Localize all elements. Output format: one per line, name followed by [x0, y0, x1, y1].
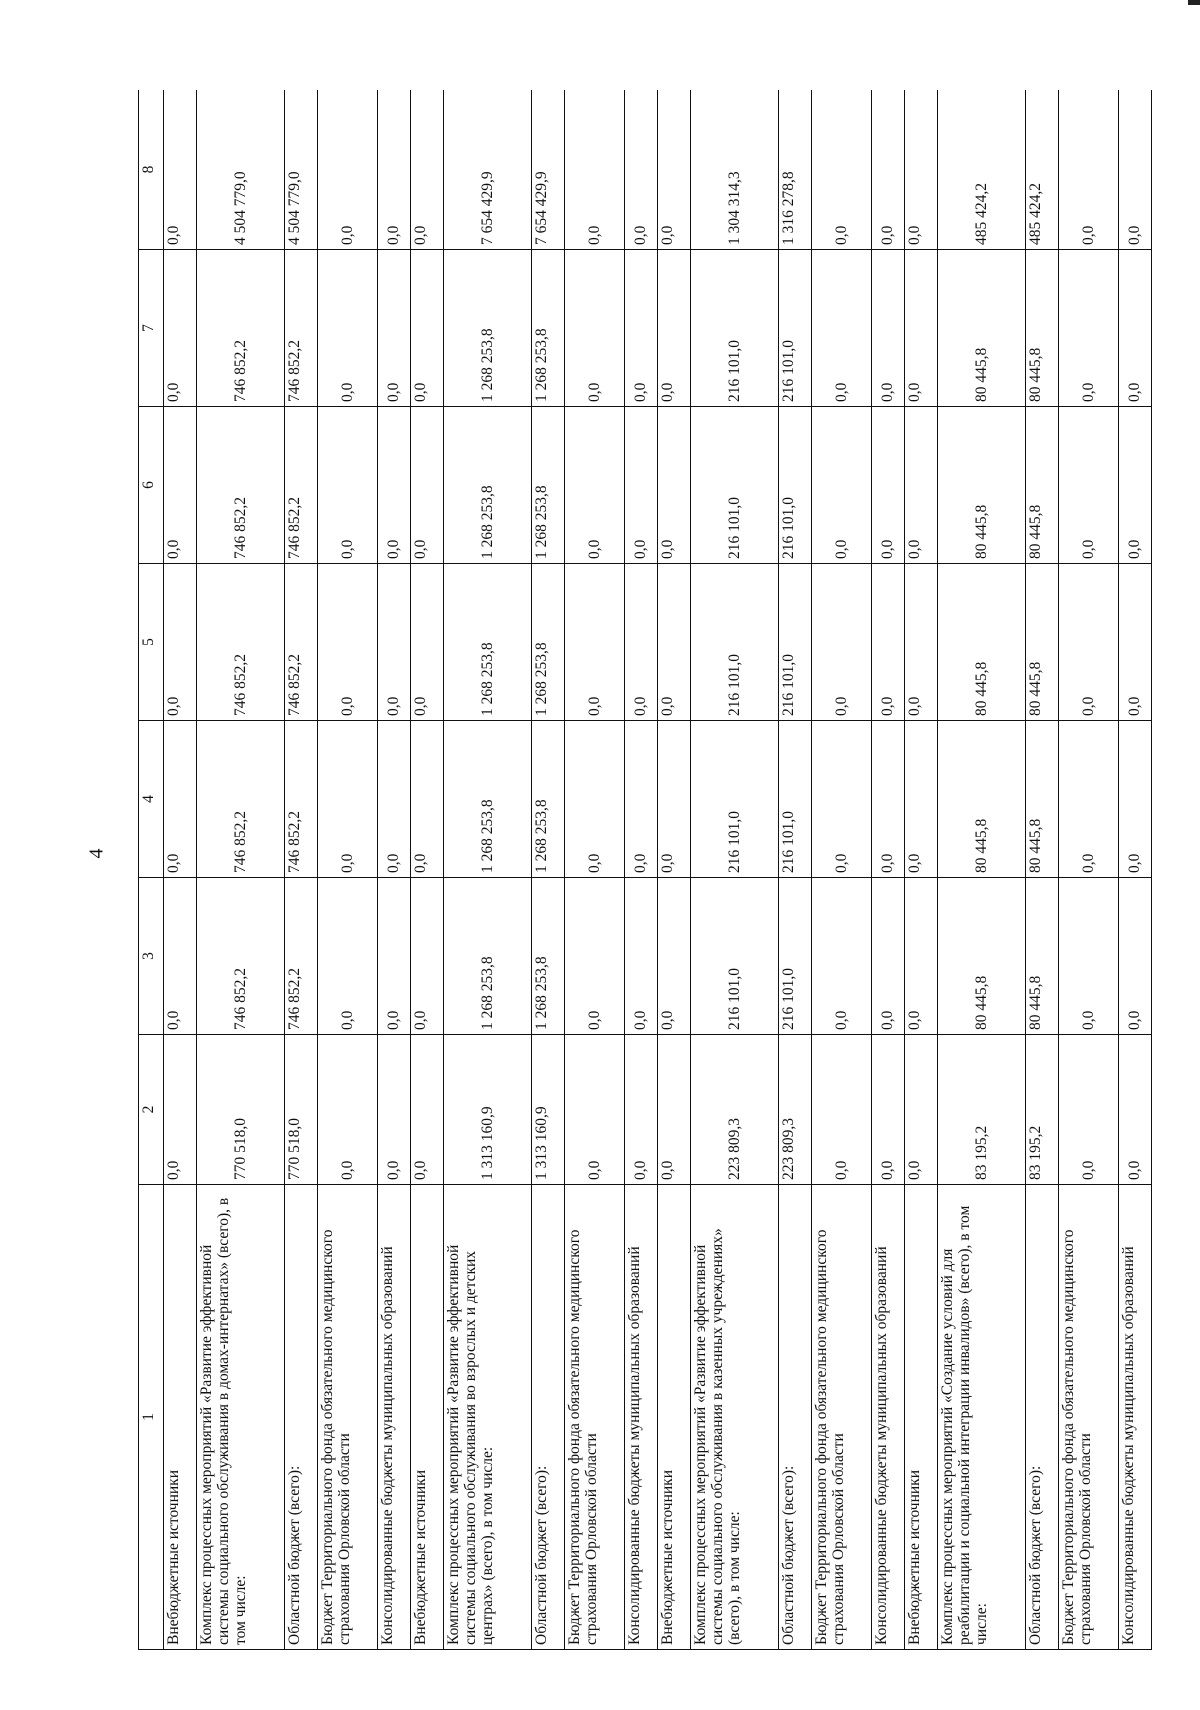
value-cell: 485 424,2: [937, 90, 1025, 250]
value-cell: 0,0: [904, 250, 937, 407]
row-label: Консолидированные бюджеты муниципальных образований: [378, 1185, 411, 1650]
value-cell: 0,0: [625, 90, 658, 250]
value-cell: 0,0: [904, 878, 937, 1035]
funding-table: [138, 90, 1152, 1650]
value-cell: 0,0: [317, 407, 378, 564]
value-cell: 1 268 253,8: [532, 721, 565, 878]
value-cell: 0,0: [317, 250, 378, 407]
column-header: 6: [139, 407, 164, 564]
value-cell: 216 101,0: [778, 564, 811, 721]
row-label: Внебюджетные источники: [164, 1185, 197, 1650]
value-cell: 0,0: [625, 878, 658, 1035]
table-row: [778, 90, 811, 1650]
value-cell: 0,0: [872, 250, 905, 407]
value-cell: 80 445,8: [1025, 407, 1058, 564]
value-cell: 746 852,2: [196, 878, 284, 1035]
value-cell: 485 424,2: [1025, 90, 1058, 250]
value-cell: 746 852,2: [285, 250, 318, 407]
value-cell: 0,0: [1119, 1035, 1152, 1185]
table-row: [443, 90, 531, 1650]
value-cell: 1 313 160,9: [532, 1035, 565, 1185]
value-cell: 0,0: [1058, 721, 1119, 878]
row-label: Бюджет Территориального фонда обязательного медицинского страхования Орловской области: [564, 1185, 625, 1650]
value-cell: 0,0: [811, 407, 872, 564]
table-row: [532, 90, 565, 1650]
value-cell: 0,0: [378, 721, 411, 878]
row-label: Внебюджетные источники: [904, 1185, 937, 1650]
value-cell: 0,0: [657, 564, 690, 721]
row-label: Комплекс процессных мероприятий «Развитие эффективной системы социального обслуживания в казенных учреждениях» (всего), в том числе:: [690, 1185, 778, 1650]
value-cell: 80 445,8: [937, 721, 1025, 878]
table-row: [657, 90, 690, 1650]
value-cell: 0,0: [317, 90, 378, 250]
value-cell: 0,0: [811, 564, 872, 721]
value-cell: 746 852,2: [285, 721, 318, 878]
value-cell: 0,0: [378, 250, 411, 407]
value-cell: 746 852,2: [196, 407, 284, 564]
column-header: 2: [139, 1035, 164, 1185]
value-cell: 0,0: [1119, 721, 1152, 878]
value-cell: 0,0: [378, 564, 411, 721]
table-row: [937, 90, 1025, 1650]
value-cell: 0,0: [1058, 250, 1119, 407]
value-cell: 1 304 314,3: [690, 90, 778, 250]
value-cell: 0,0: [872, 564, 905, 721]
value-cell: 1 313 160,9: [443, 1035, 531, 1185]
column-header: 4: [139, 721, 164, 878]
value-cell: 0,0: [904, 90, 937, 250]
value-cell: 80 445,8: [1025, 250, 1058, 407]
table-rotation-frame: [138, 90, 1152, 1650]
value-cell: 0,0: [811, 878, 872, 1035]
row-label: Консолидированные бюджеты муниципальных образований: [1119, 1185, 1152, 1650]
value-cell: 0,0: [164, 721, 197, 878]
value-cell: 0,0: [317, 1035, 378, 1185]
row-label: Консолидированные бюджеты муниципальных образований: [625, 1185, 658, 1650]
value-cell: 0,0: [564, 721, 625, 878]
value-cell: 770 518,0: [285, 1035, 318, 1185]
value-cell: 80 445,8: [1025, 878, 1058, 1035]
value-cell: 0,0: [164, 564, 197, 721]
value-cell: 0,0: [904, 721, 937, 878]
value-cell: 0,0: [1119, 407, 1152, 564]
row-label: Комплекс процессных мероприятий «Создание условий для реабилитации и социальной интеграции инвалидов» (всего), в том числе:: [937, 1185, 1025, 1650]
value-cell: 0,0: [564, 90, 625, 250]
value-cell: 0,0: [164, 90, 197, 250]
scan-artifact-mark: [1188, 0, 1200, 5]
value-cell: 0,0: [1119, 564, 1152, 721]
value-cell: 0,0: [317, 878, 378, 1035]
value-cell: 0,0: [657, 407, 690, 564]
row-label: Бюджет Территориального фонда обязательного медицинского страхования Орловской области: [317, 1185, 378, 1650]
value-cell: 1 268 253,8: [443, 878, 531, 1035]
value-cell: 0,0: [1058, 564, 1119, 721]
value-cell: 7 654 429,9: [443, 90, 531, 250]
value-cell: 0,0: [811, 250, 872, 407]
value-cell: 0,0: [564, 878, 625, 1035]
row-label: Консолидированные бюджеты муниципальных образований: [872, 1185, 905, 1650]
value-cell: 0,0: [657, 878, 690, 1035]
value-cell: 746 852,2: [285, 407, 318, 564]
column-header: 1: [139, 1185, 164, 1650]
value-cell: 80 445,8: [937, 407, 1025, 564]
table-row: [904, 90, 937, 1650]
value-cell: 0,0: [410, 1035, 443, 1185]
table-row: [378, 90, 411, 1650]
value-cell: 1 268 253,8: [443, 250, 531, 407]
row-label: Областной бюджет (всего):: [532, 1185, 565, 1650]
value-cell: 0,0: [872, 1035, 905, 1185]
value-cell: 0,0: [378, 90, 411, 250]
value-cell: 80 445,8: [937, 878, 1025, 1035]
value-cell: 0,0: [811, 90, 872, 250]
value-cell: 1 268 253,8: [532, 250, 565, 407]
value-cell: 0,0: [164, 1035, 197, 1185]
value-cell: 1 268 253,8: [532, 564, 565, 721]
value-cell: 216 101,0: [778, 878, 811, 1035]
value-cell: 0,0: [1119, 878, 1152, 1035]
value-cell: 216 101,0: [690, 878, 778, 1035]
rotated-table-container: [138, 90, 1152, 1650]
value-cell: 0,0: [625, 250, 658, 407]
table-row: [872, 90, 905, 1650]
row-label: Областной бюджет (всего):: [285, 1185, 318, 1650]
value-cell: 83 195,2: [1025, 1035, 1058, 1185]
value-cell: 0,0: [564, 1035, 625, 1185]
value-cell: 0,0: [317, 721, 378, 878]
value-cell: 0,0: [564, 250, 625, 407]
value-cell: 0,0: [811, 1035, 872, 1185]
value-cell: 0,0: [872, 721, 905, 878]
table-header-row: [139, 90, 164, 1650]
value-cell: 0,0: [811, 721, 872, 878]
value-cell: 0,0: [164, 407, 197, 564]
value-cell: 0,0: [904, 1035, 937, 1185]
table-row: [196, 90, 284, 1650]
value-cell: 0,0: [872, 407, 905, 564]
value-cell: 7 654 429,9: [532, 90, 565, 250]
value-cell: 216 101,0: [778, 721, 811, 878]
table-row: [317, 90, 378, 1650]
column-header: 7: [139, 250, 164, 407]
value-cell: 83 195,2: [937, 1035, 1025, 1185]
table-row: [811, 90, 872, 1650]
value-cell: 746 852,2: [196, 250, 284, 407]
value-cell: 1 268 253,8: [532, 407, 565, 564]
value-cell: 4 504 779,0: [285, 90, 318, 250]
row-label: Бюджет Территориального фонда обязательного медицинского страхования Орловской области: [811, 1185, 872, 1650]
value-cell: 4 504 779,0: [196, 90, 284, 250]
value-cell: 746 852,2: [196, 721, 284, 878]
value-cell: 0,0: [625, 564, 658, 721]
column-header: 5: [139, 564, 164, 721]
value-cell: 0,0: [164, 250, 197, 407]
table-row: [285, 90, 318, 1650]
table-row: [1058, 90, 1119, 1650]
value-cell: 0,0: [657, 1035, 690, 1185]
value-cell: 0,0: [625, 407, 658, 564]
value-cell: 0,0: [378, 878, 411, 1035]
value-cell: 0,0: [1119, 90, 1152, 250]
value-cell: 216 101,0: [690, 564, 778, 721]
row-label: Областной бюджет (всего):: [778, 1185, 811, 1650]
value-cell: 746 852,2: [285, 564, 318, 721]
table-row: [164, 90, 197, 1650]
value-cell: 0,0: [1119, 250, 1152, 407]
value-cell: 746 852,2: [285, 878, 318, 1035]
value-cell: 216 101,0: [690, 721, 778, 878]
value-cell: 0,0: [410, 407, 443, 564]
column-header: 3: [139, 878, 164, 1035]
row-label: Областной бюджет (всего):: [1025, 1185, 1058, 1650]
value-cell: 0,0: [564, 564, 625, 721]
value-cell: 1 268 253,8: [443, 721, 531, 878]
value-cell: 0,0: [164, 878, 197, 1035]
value-cell: 0,0: [1058, 407, 1119, 564]
row-label: Внебюджетные источники: [657, 1185, 690, 1650]
value-cell: 0,0: [1058, 878, 1119, 1035]
row-label: Комплекс процессных мероприятий «Развитие эффективной системы социального обслуживания во взрослых и детских центрах» (всего), в том числе:: [443, 1185, 531, 1650]
value-cell: 80 445,8: [937, 250, 1025, 407]
row-label: Комплекс процессных мероприятий «Развитие эффективной системы социального обслуживания в домах-интернатах» (всего), в том числе:: [196, 1185, 284, 1650]
table-row: [1025, 90, 1058, 1650]
value-cell: 80 445,8: [1025, 564, 1058, 721]
value-cell: 0,0: [625, 721, 658, 878]
value-cell: 216 101,0: [690, 250, 778, 407]
value-cell: 216 101,0: [778, 407, 811, 564]
value-cell: 80 445,8: [937, 564, 1025, 721]
value-cell: 0,0: [872, 90, 905, 250]
value-cell: 1 268 253,8: [443, 564, 531, 721]
value-cell: 0,0: [410, 564, 443, 721]
value-cell: 0,0: [410, 250, 443, 407]
value-cell: 0,0: [1058, 1035, 1119, 1185]
table-row: [625, 90, 658, 1650]
value-cell: 0,0: [904, 564, 937, 721]
table-row: [564, 90, 625, 1650]
value-cell: 216 101,0: [778, 250, 811, 407]
value-cell: 1 268 253,8: [443, 407, 531, 564]
value-cell: 0,0: [872, 878, 905, 1035]
value-cell: 216 101,0: [690, 407, 778, 564]
row-label: Бюджет Территориального фонда обязательного медицинского страхования Орловской области: [1058, 1185, 1119, 1650]
value-cell: 0,0: [317, 564, 378, 721]
value-cell: 0,0: [410, 878, 443, 1035]
page-number: 4: [85, 848, 108, 859]
value-cell: 0,0: [657, 250, 690, 407]
value-cell: 0,0: [410, 721, 443, 878]
value-cell: 0,0: [564, 407, 625, 564]
value-cell: 223 809,3: [778, 1035, 811, 1185]
value-cell: 0,0: [657, 721, 690, 878]
value-cell: 0,0: [410, 90, 443, 250]
value-cell: 0,0: [657, 90, 690, 250]
column-header: 8: [139, 90, 164, 250]
row-label: Внебюджетные источники: [410, 1185, 443, 1650]
value-cell: 1 316 278,8: [778, 90, 811, 250]
value-cell: 80 445,8: [1025, 721, 1058, 878]
table-row: [1119, 90, 1152, 1650]
value-cell: 0,0: [378, 407, 411, 564]
value-cell: 0,0: [1058, 90, 1119, 250]
value-cell: 0,0: [378, 1035, 411, 1185]
value-cell: 0,0: [904, 407, 937, 564]
value-cell: 770 518,0: [196, 1035, 284, 1185]
table-row: [410, 90, 443, 1650]
table-row: [690, 90, 778, 1650]
value-cell: 1 268 253,8: [532, 878, 565, 1035]
value-cell: 223 809,3: [690, 1035, 778, 1185]
value-cell: 746 852,2: [196, 564, 284, 721]
value-cell: 0,0: [625, 1035, 658, 1185]
